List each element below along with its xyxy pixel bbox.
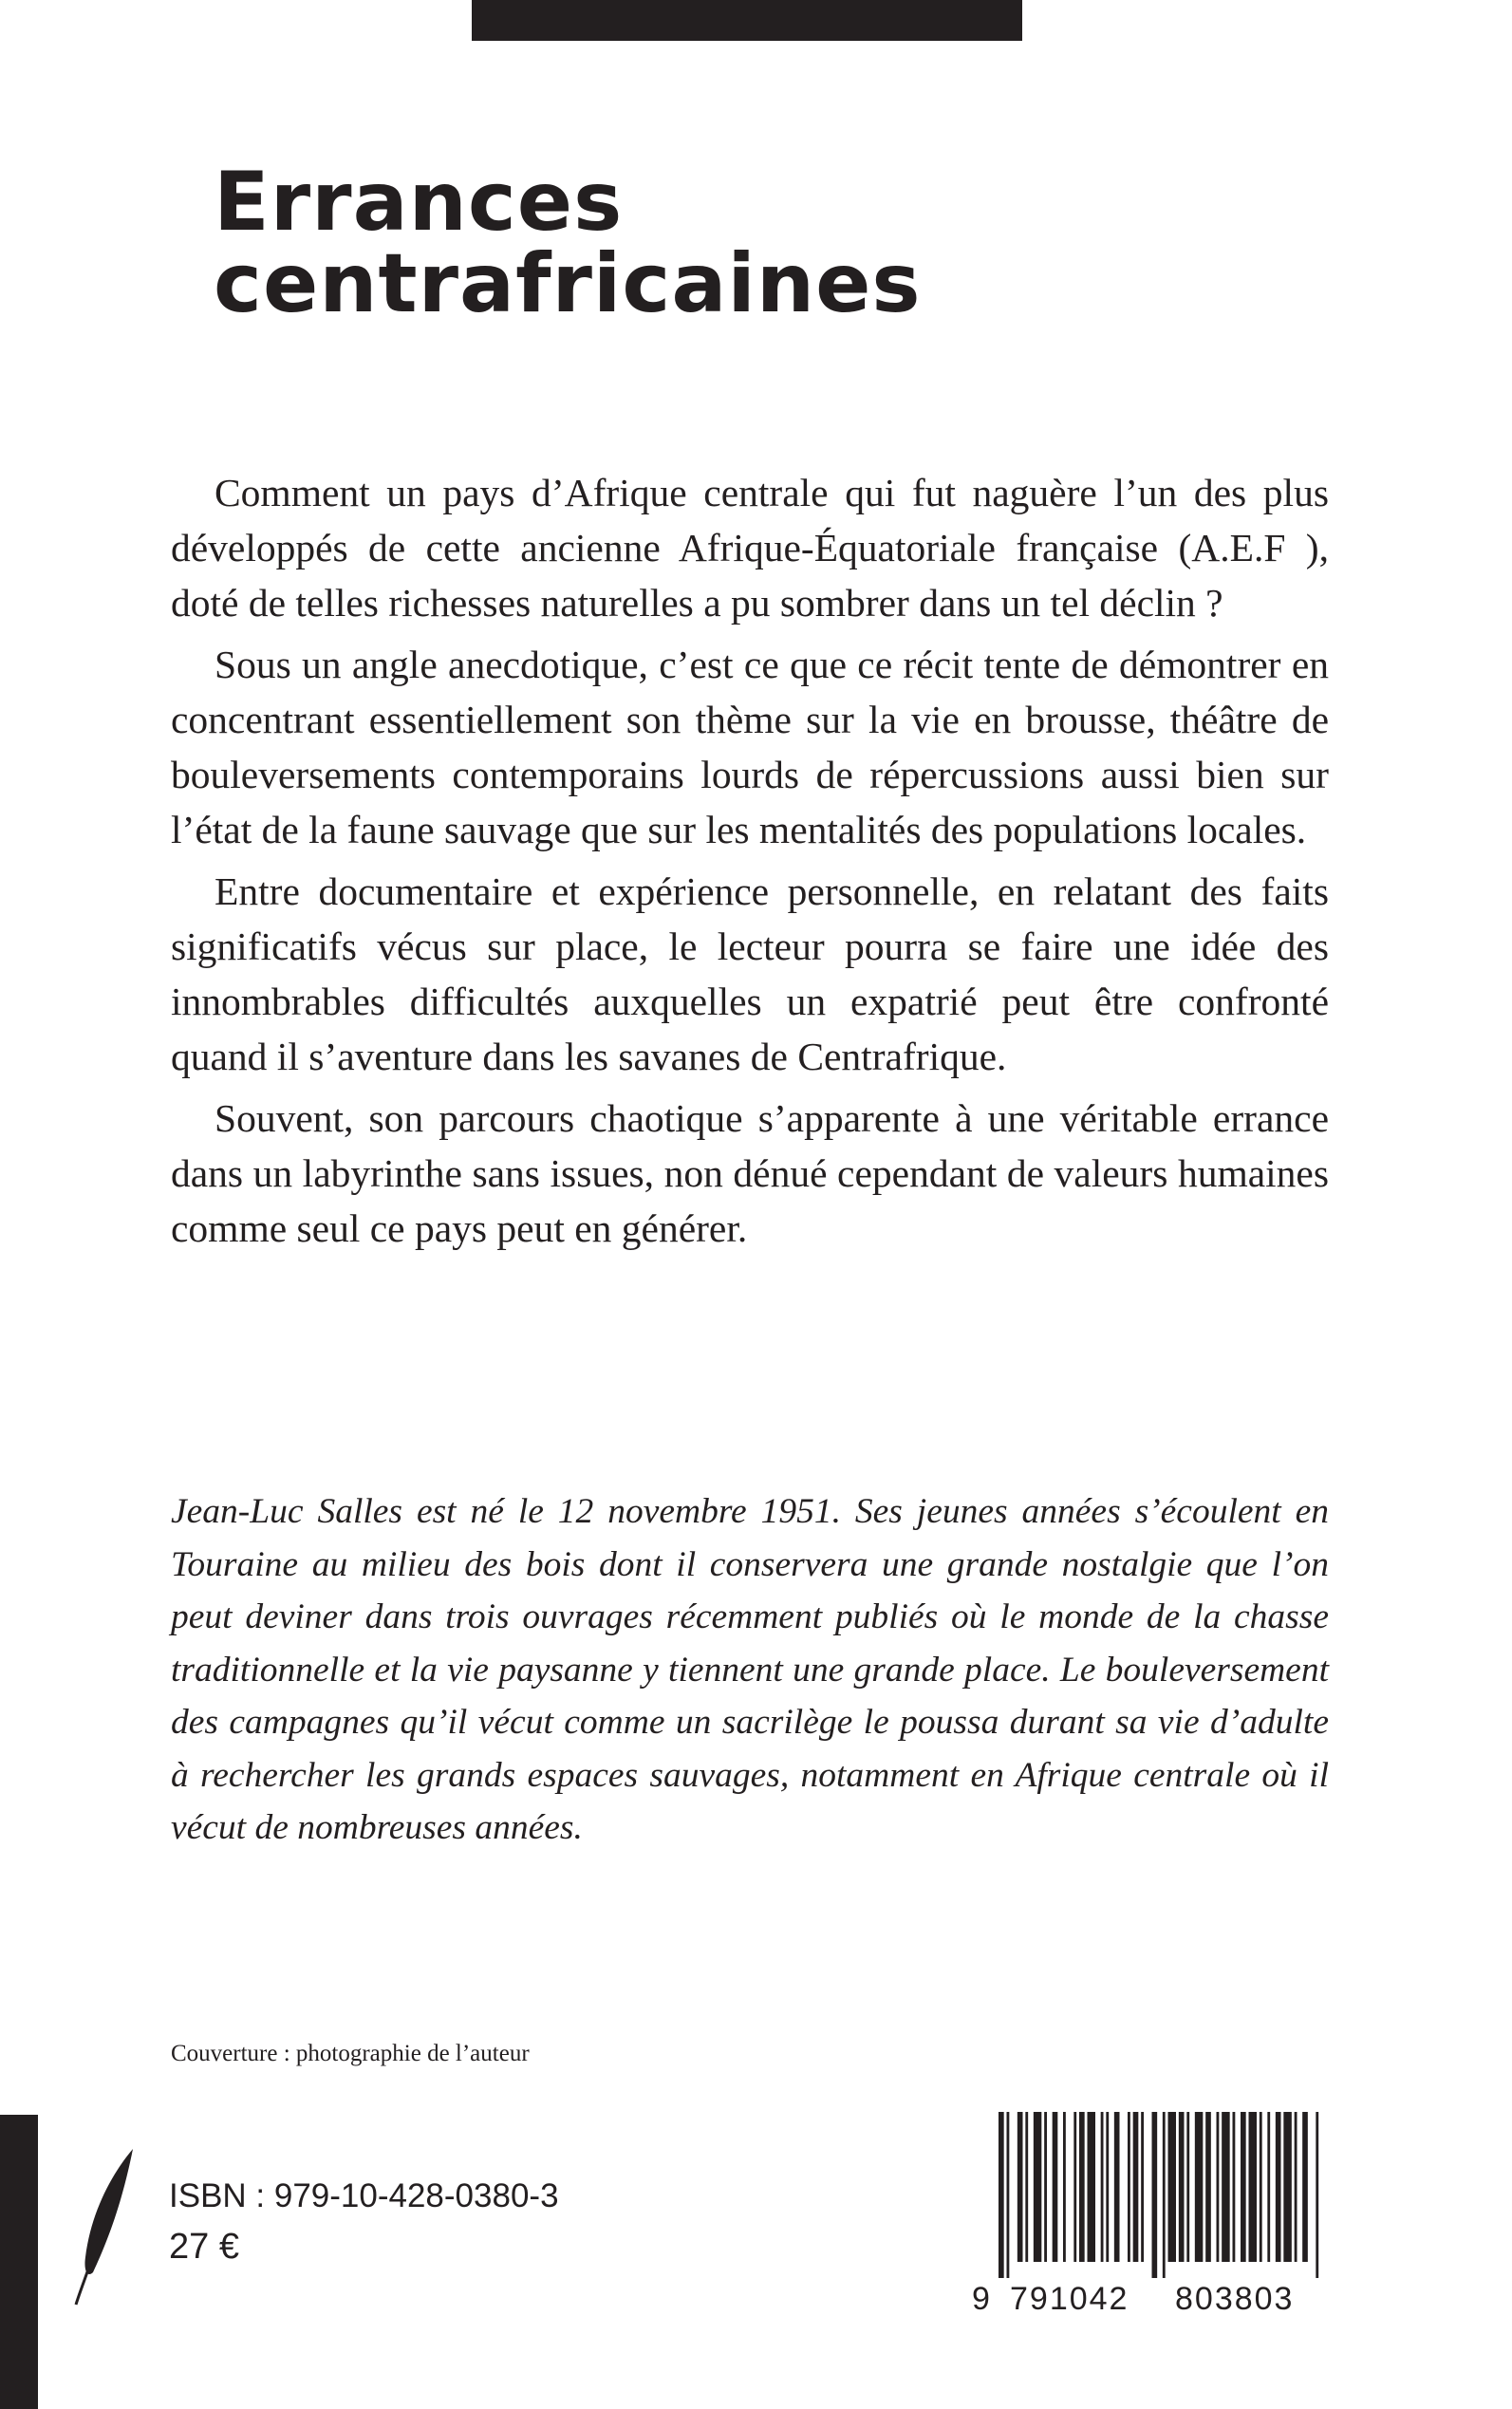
summary-paragraph-1: Comment un pays d’Afrique centrale qui fut naguère l’un des plus développés de cette ancienne Afrique-Équatoriale française (A.E.F ), doté de telles richesses naturelles a pu sombrer dans un tel déclin ?	[171, 471, 1329, 625]
cover-credit: Couverture : photographie de l’auteur	[171, 2041, 530, 2066]
back-cover-summary	[171, 465, 1329, 1262]
barcode	[972, 2112, 1333, 2321]
top-color-bar	[472, 0, 1022, 41]
author-bio: Jean-Luc Salles est né le 12 novembre 1951. Ses jeunes années s’écoulent en Touraine au milieu des bois dont il conservera une grande nostalgie que l’on peut deviner dans trois ouvrages récemment publiés où le monde de la chasse traditionnelle et la vie paysanne y tiennent une grande place. Le bouleversement des campagnes qu’il vécut comme un sacrilège le poussa durant sa vie d’adulte à rechercher les grands espaces sauvages, notamment en Afrique centrale où il vécut de nombreuses années.	[171, 1492, 1329, 1847]
feather-icon	[74, 2145, 150, 2306]
spine-strip	[0, 2115, 38, 2409]
summary-paragraph-2: Sous un angle anecdotique, c’est ce que ce récit tente de démontrer en concentrant essentiellement son thème sur la vie en brousse, théâtre de bouleversements contemporains lourds de répercussions aussi bien sur l’état de la faune sauvage que sur les mentalités des populations locales.	[171, 643, 1329, 851]
isbn-label: ISBN : 979-10-428-0380-3	[169, 2177, 559, 2214]
book-title: Errances centrafricaines	[214, 155, 922, 331]
barcode-digits-right: 803803	[1175, 2281, 1295, 2317]
summary-paragraph-4: Souvent, son parcours chaotique s’apparente à une véritable errance dans un labyrinthe sans issues, non dénué cependant de valeurs humaines comme seul ce pays peut en générer.	[171, 1096, 1329, 1250]
barcode-bars	[999, 2112, 1321, 2278]
summary-paragraph-3: Entre documentaire et expérience personnelle, en relatant des faits significatifs vécus sur place, le lecteur pourra se faire une idée des innombrables difficultés auxquelles un expatrié peut être confronté quand il s’aventure dans les savanes de Centrafrique.	[171, 869, 1329, 1078]
barcode-digits	[972, 2281, 1333, 2318]
barcode-digit-first: 9	[972, 2281, 992, 2317]
price-label: 27 €	[169, 2227, 239, 2267]
barcode-digits-left: 791042	[1010, 2281, 1129, 2317]
